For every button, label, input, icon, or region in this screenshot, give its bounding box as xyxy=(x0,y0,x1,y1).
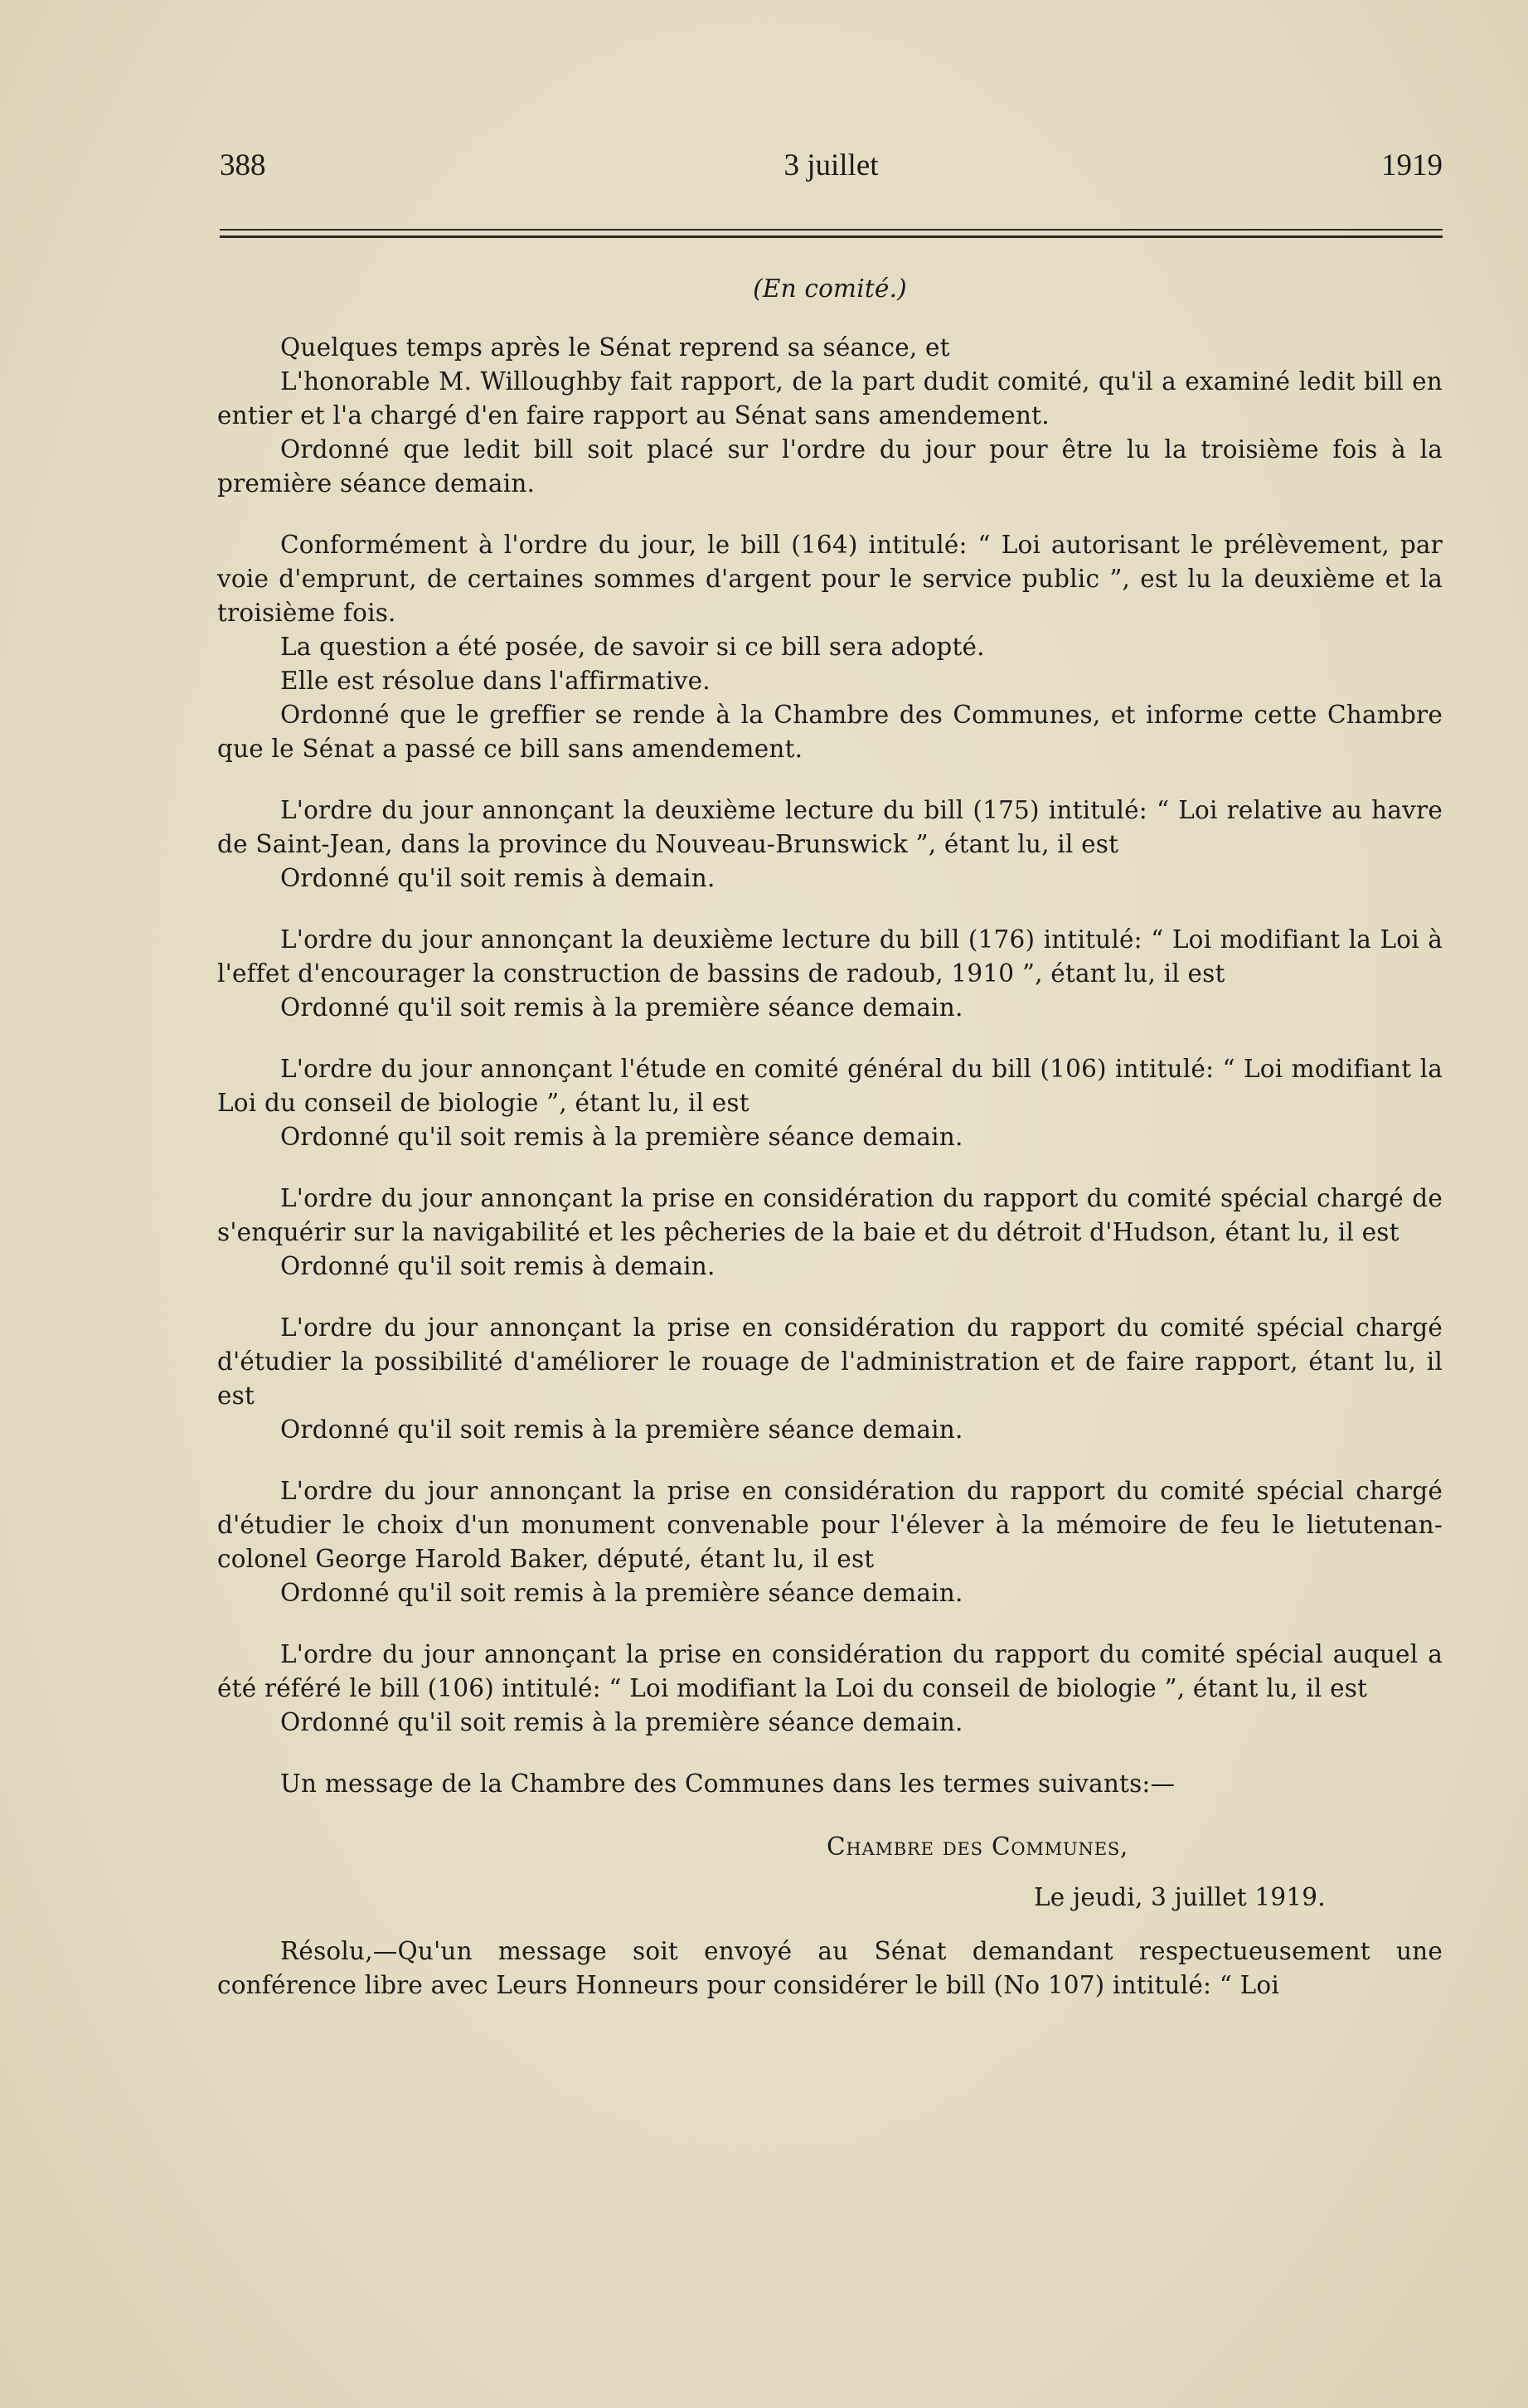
paragraph: Ordonné qu'il soit remis à la première séance demain. xyxy=(280,1579,963,1607)
paragraph: L'ordre du jour annonçant la deuxième lecture du bill (175) intitulé: “ Loi relative au havre de Saint-Jean, dans la province du Nouveau-Brunswick ”, étant lu, il est xyxy=(217,796,1443,858)
paragraph: Ordonné qu'il soit remis à demain. xyxy=(280,1252,715,1280)
header-rule-thin xyxy=(220,229,1443,231)
header-rule-thick xyxy=(220,235,1443,238)
paragraph: Ordonné qu'il soit remis à demain. xyxy=(280,864,715,892)
message-date: Le jeudi, 3 juillet 1919. xyxy=(1034,1883,1326,1911)
paragraph: Un message de la Chambre des Communes dans les termes suivants:— xyxy=(280,1770,1176,1798)
header-date: 3 juillet xyxy=(783,148,879,182)
paragraph: L'ordre du jour annonçant la prise en considération du rapport du comité spécial chargé de s'enquérir sur la navigabilité et les pêcheries de la baie et du détroit d'Hudson, étant lu, il est xyxy=(217,1184,1443,1246)
section-heading: (En comité.) xyxy=(753,274,907,303)
paragraph: L'ordre du jour annonçant l'étude en comité général du bill (106) intitulé: “ Loi modifiant la Loi du conseil de biologie ”, étant lu, il est xyxy=(217,1055,1443,1117)
paragraph: L'honorable M. Willoughby fait rapport, de la part dudit comité, qu'il a examiné ledit bill en entier et l'a chargé d'en faire rapport au Sénat sans amendement. xyxy=(217,367,1443,430)
paragraph: Quelques temps après le Sénat reprend sa séance, et xyxy=(280,333,950,362)
paragraph: La question a été posée, de savoir si ce bill sera adopté. xyxy=(280,633,985,661)
page-header xyxy=(220,148,1443,189)
document-body xyxy=(217,267,1443,2003)
paragraph: Résolu,—Qu'un message soit envoyé au Sénat demandant respectueusement une conférence libre avec Leurs Honneurs pour considérer le bill (No 107) intitulé: “ Loi xyxy=(217,1937,1443,1999)
paragraph: Ordonné que ledit bill soit placé sur l'ordre du jour pour être lu la troisième fois à la première séance demain. xyxy=(217,435,1443,498)
paragraph: Ordonné qu'il soit remis à la première séance demain. xyxy=(280,993,963,1022)
paragraph: Ordonné qu'il soit remis à la première séance demain. xyxy=(280,1415,963,1444)
paragraph: L'ordre du jour annonçant la prise en considération du rapport du comité spécial chargé d'étudier le choix d'un monument convenable pour l'élever à la mémoire de feu le lietutenan-colonel George Harold Baker, député, étant lu, il est xyxy=(217,1477,1443,1573)
paragraph: Elle est résolue dans l'affirmative. xyxy=(280,667,711,695)
paragraph: L'ordre du jour annonçant la prise en considération du rapport du comité spécial auquel a été référé le bill (106) intitulé: “ Loi modifiant la Loi du conseil de biologie ”, étant lu, il est xyxy=(217,1640,1443,1702)
paragraph: Ordonné que le greffier se rende à la Chambre des Communes, et informe cette Chambre que le Sénat a passé ce bill sans amendement. xyxy=(217,701,1443,763)
paragraph: Ordonné qu'il soit remis à la première séance demain. xyxy=(280,1123,963,1151)
message-house: Chambre des Communes, xyxy=(827,1833,1129,1861)
header-year: 1919 xyxy=(1381,148,1443,182)
paragraph: Conformément à l'ordre du jour, le bill (164) intitulé: “ Loi autorisant le prélèvement, par voie d'emprunt, de certaines sommes d'argent pour le service public ”, est lu la deuxième et la troisième fois. xyxy=(217,531,1443,627)
paragraph: Ordonné qu'il soit remis à la première séance demain. xyxy=(280,1708,963,1736)
page-number: 388 xyxy=(220,148,266,182)
paragraph: L'ordre du jour annonçant la prise en considération du rapport du comité spécial chargé d'étudier la possibilité d'améliorer le rouage de l'administration et de faire rapport, étant lu, il est xyxy=(217,1313,1443,1410)
paragraph: L'ordre du jour annonçant la deuxième lecture du bill (176) intitulé: “ Loi modifiant la Loi à l'effet d'encourager la construction de bassins de radoub, 1910 ”, étant lu, il est xyxy=(217,925,1443,988)
